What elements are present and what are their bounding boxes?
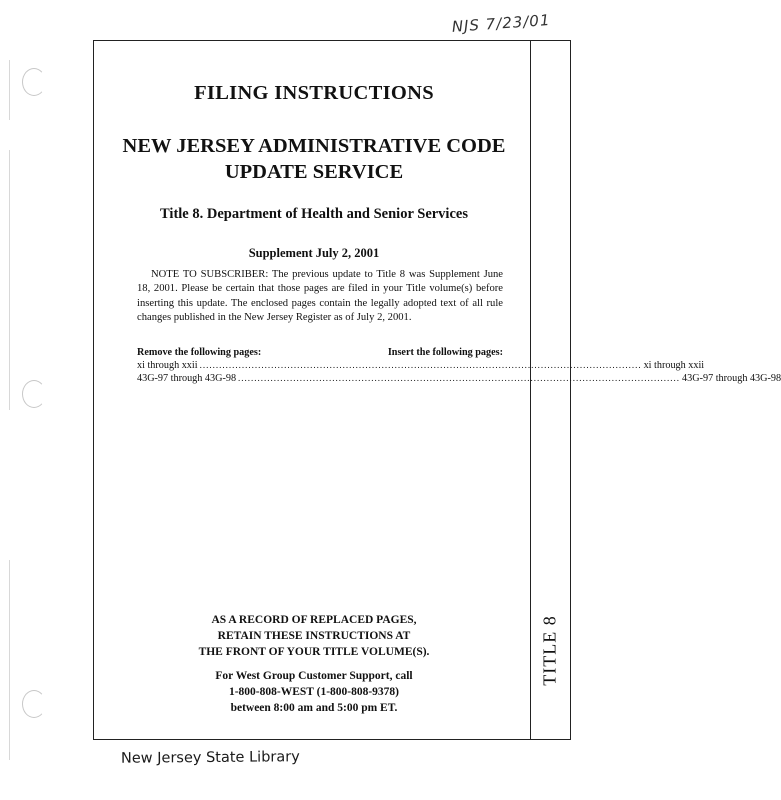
- binder-hole-middle: [22, 380, 46, 408]
- binder-hole-bottom: [22, 690, 46, 718]
- title-subject: Title 8. Department of Health and Senior Services: [160, 206, 468, 222]
- insert-pages: 43G-97 through 43G-98: [682, 373, 781, 384]
- table-row: [137, 359, 705, 372]
- code-title-line1: NEW JERSEY ADMINISTRATIVE CODE: [122, 135, 506, 157]
- remove-pages: xi through xxii: [137, 360, 198, 371]
- margin-mark: [9, 560, 10, 760]
- table-row: [137, 372, 781, 385]
- subscriber-note: NOTE TO SUBSCRIBER: The previous update to Title 8 was Supplement June 18, 2001. Please be certain that those pages are filed in your Title volume(s) before inserting this update. The enclosed pages contain the legally adopted text of all rule changes published in the New Jersey Register as of July 2, 2001.: [137, 269, 503, 324]
- insert-pages: xi through xxii: [643, 360, 705, 371]
- dot-leader: ........................................................................................................................................: [199, 360, 642, 370]
- tab-label: [530, 610, 571, 690]
- remove-header: Remove the following pages:: [137, 347, 262, 358]
- library-stamp: New Jersey State Library: [120, 749, 300, 767]
- page-title: FILING INSTRUCTIONS: [194, 82, 434, 104]
- record-notice-line2: RETAIN THESE INSTRUCTIONS AT: [217, 630, 411, 642]
- support-hours: between 8:00 am and 5:00 pm ET.: [230, 702, 398, 714]
- remove-pages: 43G-97 through 43G-98: [137, 373, 237, 384]
- support-line1: For West Group Customer Support, call: [215, 670, 413, 682]
- record-notice: [118, 612, 510, 660]
- code-title: [118, 133, 510, 185]
- supplement-date: Supplement July 2, 2001: [248, 246, 380, 260]
- code-title-line2: UPDATE SERVICE: [224, 161, 404, 183]
- margin-mark: [9, 60, 10, 120]
- handwritten-annotation: NJS 7/23/01: [451, 10, 552, 36]
- support-phone: 1-800-808-WEST (1-800-808-9378): [228, 686, 400, 698]
- binder-hole-top: [22, 68, 46, 96]
- record-notice-line3: THE FRONT OF YOUR TITLE VOLUME(S).: [198, 646, 430, 658]
- tab-label-text: TITLE 8: [540, 614, 561, 686]
- insert-header: Insert the following pages:: [387, 347, 503, 358]
- record-notice-line1: AS A RECORD OF REPLACED PAGES,: [211, 614, 417, 626]
- pages-table: [137, 346, 781, 385]
- dot-leader: ........................................................................................................................................: [238, 373, 681, 383]
- pages-table-header: [137, 346, 503, 359]
- margin-mark: [9, 150, 10, 410]
- support-info: [118, 668, 510, 716]
